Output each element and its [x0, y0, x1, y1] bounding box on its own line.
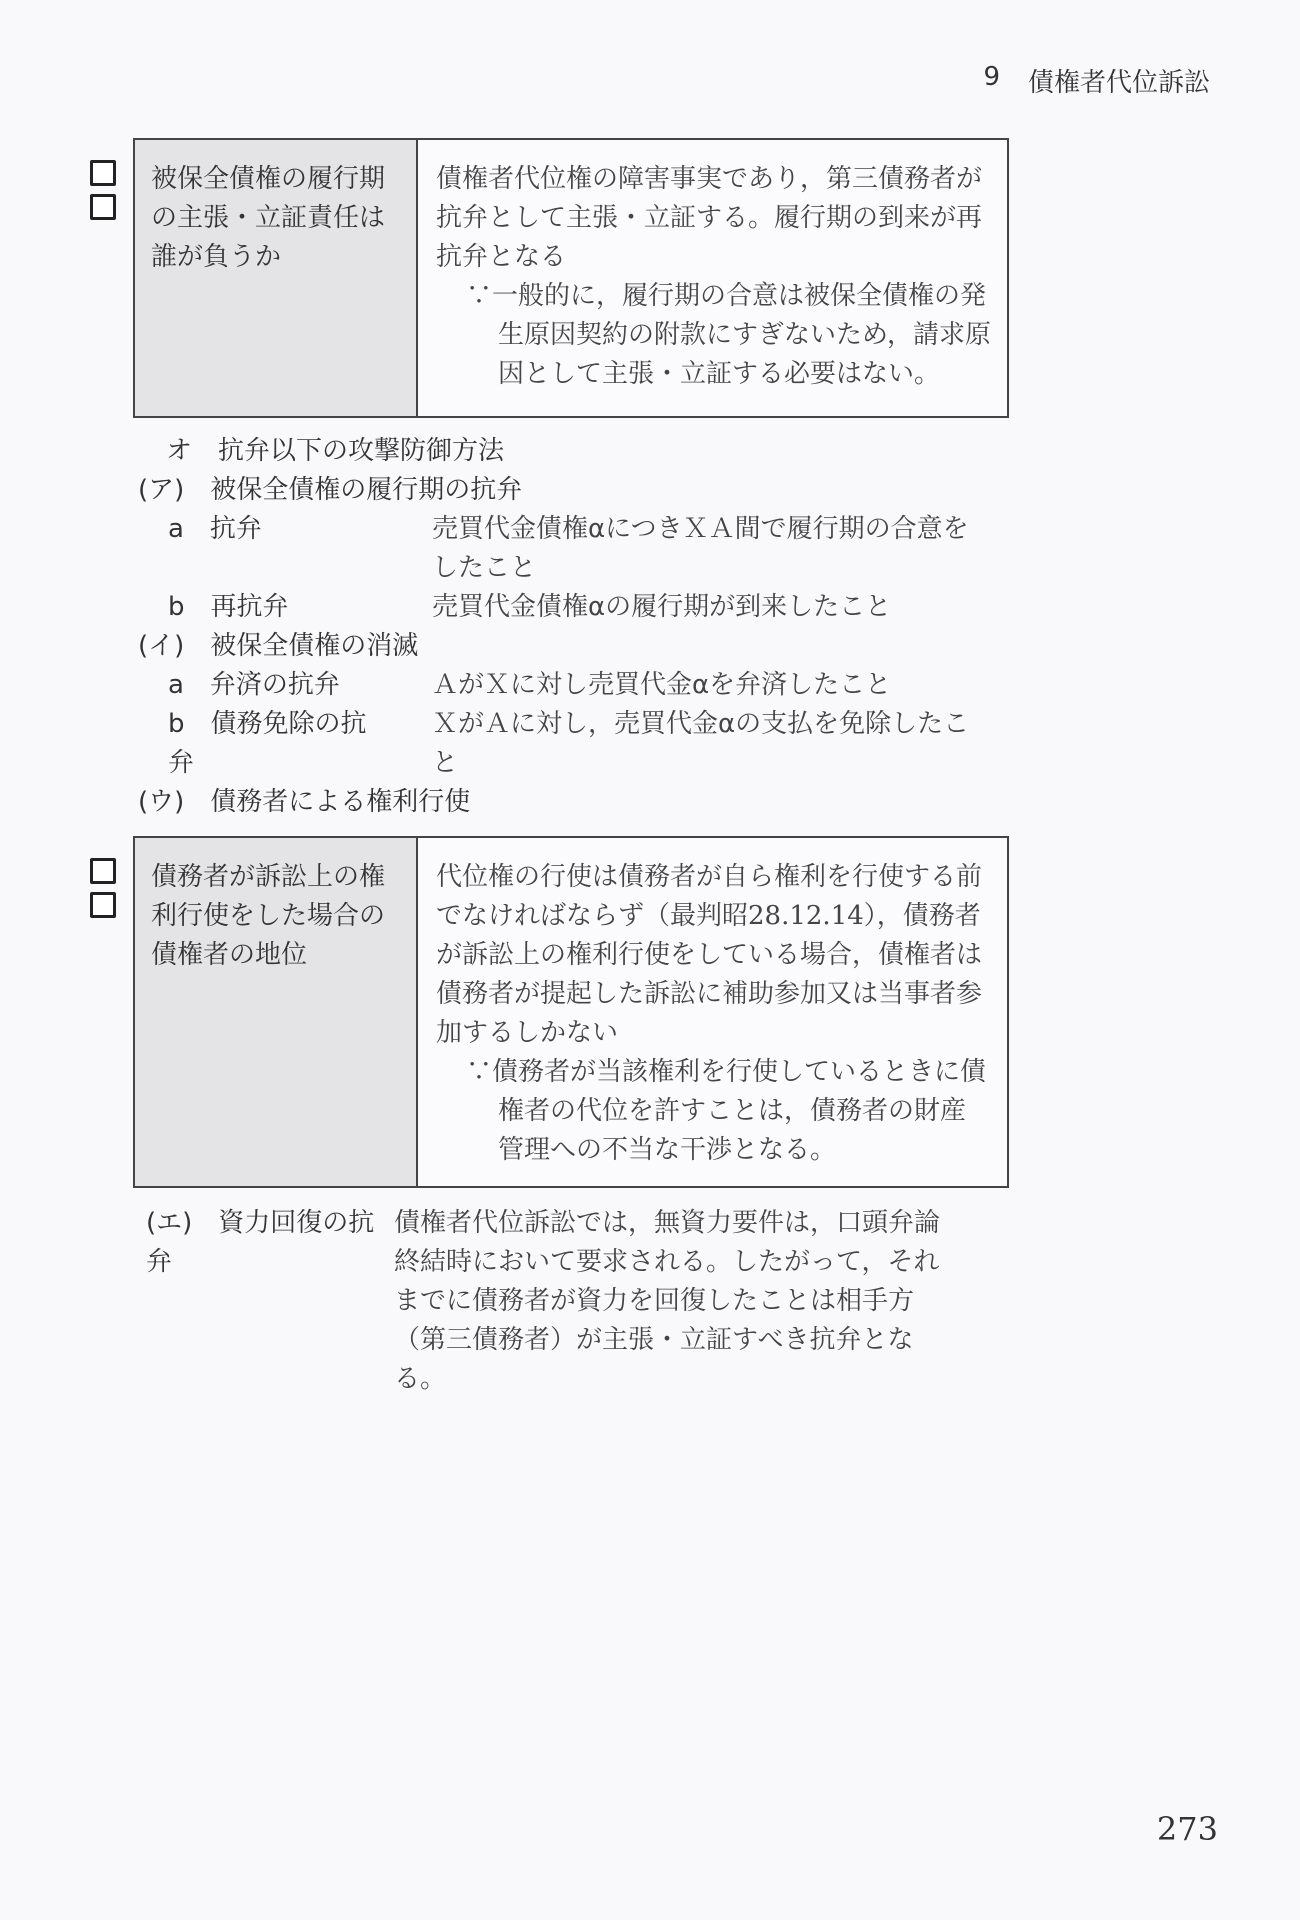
defense-item-e [146, 1204, 1006, 1399]
answer-text: 代位権の行使は債務者が自ら権利を行使する前でなければならず（最判昭28.12.14），債務者が訴訟上の権利行使をしている場合，債権者は債務者が提起した訴訟に補助参加又は当事者参加するしかない [436, 862, 983, 1048]
section-heading-o: オ 抗弁以下の攻撃防御方法 [166, 436, 505, 466]
reason-text: ∵一般的に，履行期の合意は被保全債権の発生原因契約の附款にすぎないため，請求原因として主張・立証する必要はない。 [466, 281, 991, 389]
answer-text: 債権者代位権の障害事実であり，第三債務者が抗弁として主張・立証する。履行期の到来が再抗弁となる [436, 164, 983, 272]
item-label: a 弁済の抗弁 [168, 670, 340, 700]
item-label: (エ) 資力回復の抗弁 [146, 1208, 375, 1277]
item-label: b 債務免除の抗弁 [168, 709, 367, 778]
defense-outline [138, 432, 1006, 822]
checkbox[interactable] [90, 194, 116, 220]
chapter-number: 9 [983, 62, 1000, 92]
item-text: ＸがＡに対し，売買代金αの支払を免除したこと [432, 709, 970, 778]
item-text: 債権者代位訴訟では，無資力要件は，口頭弁論終結時において要求される。したがって，それまでに債務者が資力を回復したことは相手方（第三債務者）が主張・立証すべき抗弁となる。 [394, 1208, 941, 1394]
list-item [146, 1204, 1006, 1399]
item-text: 売買代金債権αにつきＸＡ間で履行期の合意をしたこと [432, 514, 969, 583]
list-item [146, 666, 1006, 705]
qa-box-1 [133, 138, 1009, 418]
subheading-i: (イ) 被保全債権の消滅 [138, 631, 419, 661]
subheading-u: (ウ) 債務者による権利行使 [138, 787, 471, 817]
answer-cell [418, 140, 1007, 416]
qa-box-2 [133, 836, 1009, 1188]
item-text: 売買代金債権αの履行期が到来したこと [432, 592, 892, 622]
review-checkboxes-2 [90, 858, 116, 918]
checkbox[interactable] [90, 858, 116, 884]
checkbox[interactable] [90, 160, 116, 186]
list-item [146, 705, 1006, 783]
item-label: b 再抗弁 [168, 592, 289, 622]
question-cell: 被保全債権の履行期の主張・立証責任は誰が負うか [135, 140, 418, 416]
review-checkboxes-1 [90, 160, 116, 220]
list-item [146, 588, 1006, 627]
subheading-a: (ア) 被保全債権の履行期の抗弁 [138, 475, 523, 505]
item-label: a 抗弁 [168, 514, 262, 544]
question-cell: 債務者が訴訟上の権利行使をした場合の債権者の地位 [135, 838, 418, 1186]
chapter-title: 債権者代位訴訟 [1027, 68, 1210, 98]
item-text: ＡがＸに対し売買代金αを弁済したこと [432, 670, 892, 700]
page-number: 273 [1156, 1810, 1218, 1848]
answer-cell [418, 838, 1007, 1186]
running-header [983, 62, 1210, 99]
list-item [146, 510, 1006, 588]
reason-text: ∵債務者が当該権利を行使しているときに債権者の代位を許すことは，債務者の財産管理への不当な干渉となる。 [466, 1057, 987, 1165]
checkbox[interactable] [90, 892, 116, 918]
